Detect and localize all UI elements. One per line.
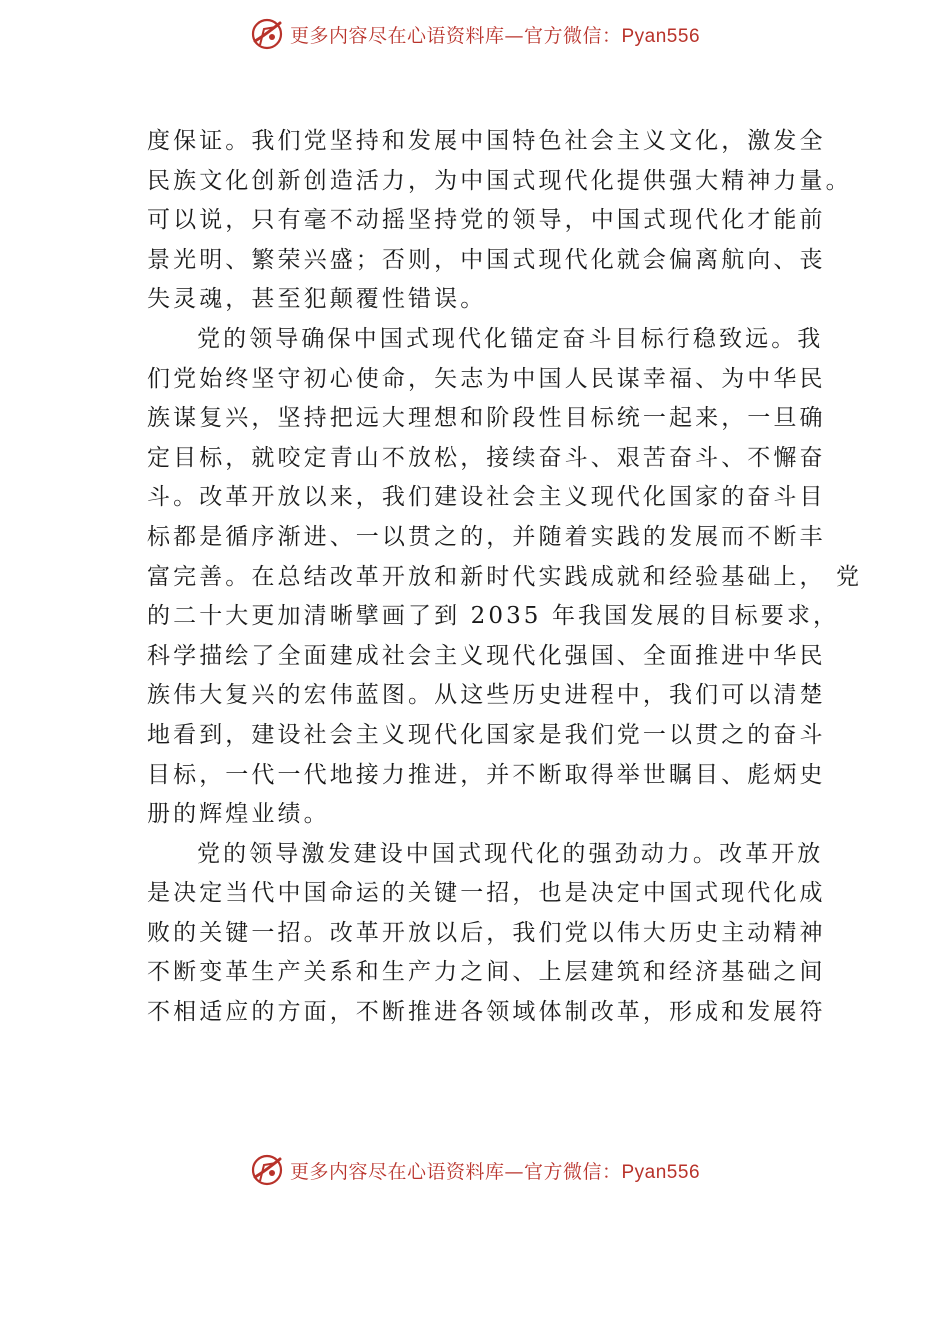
header-banner-text — [290, 21, 700, 48]
text-line: 是决定当代中国命运的关键一招，也是决定中国式现代化成 — [147, 880, 826, 907]
footer-banner-content — [250, 1153, 700, 1187]
text-line: 科学描绘了全面建成社会主义现代化强国、全面推进中华民 — [147, 642, 826, 669]
footer-banner-label: 更多内容尽在心语资料库—官方微信： — [289, 1160, 622, 1183]
text-line: 目标，一代一代地接力推进，并不断取得举世瞩目、彪炳史 — [147, 761, 826, 788]
text-line: 败的关键一招。改革开放以后，我们党以伟大历史主动精神 — [147, 919, 826, 946]
text-line: 富完善。在总结改革开放和新时代实践成就和经验基础上， 党 — [147, 563, 863, 590]
text-line: 的二十大更加清晰擘画了到 2035 年我国发展的目标要求， — [147, 603, 840, 630]
paragraph-start-line: 党的领导确保中国式现代化锚定奋斗目标行稳致远。我 — [197, 325, 824, 352]
footer-banner — [0, 1150, 950, 1190]
text-line: 标都是循序渐进、一以贯之的，并随着实践的发展而不断丰 — [147, 523, 826, 550]
text-line: 地看到，建设社会主义现代化国家是我们党一以贯之的奋斗 — [147, 721, 826, 748]
text-line: 册的辉煌业绩。 — [147, 801, 330, 828]
text-line: 景光明、繁荣兴盛；否则，中国式现代化就会偏离航向、丧 — [147, 246, 826, 273]
text-line: 度保证。我们党坚持和发展中国特色社会主义文化，激发全 — [147, 128, 826, 154]
document-body — [147, 122, 863, 1033]
footer-banner-text — [290, 1157, 700, 1184]
header-banner-content — [250, 17, 700, 51]
book-logo-icon — [250, 17, 284, 51]
header-banner — [0, 14, 950, 54]
text-line: 们党始终坚守初心使命，矢志为中国人民谋幸福、为中华民 — [147, 365, 826, 392]
text-line: 民族文化创新创造活力，为中国式现代化提供强大精神力量。 — [147, 167, 852, 194]
header-banner-label: 更多内容尽在心语资料库—官方微信： — [289, 24, 622, 47]
paragraph-start-line: 党的领导激发建设中国式现代化的强劲动力。改革开放 — [197, 840, 824, 867]
book-logo-icon — [250, 1153, 284, 1187]
text-line: 斗。改革开放以来，我们建设社会主义现代化国家的奋斗目 — [147, 484, 826, 511]
text-line: 族伟大复兴的宏伟蓝图。从这些历史进程中，我们可以清楚 — [147, 682, 826, 709]
text-line: 定目标，就咬定青山不放松，接续奋斗、艰苦奋斗、不懈奋 — [147, 444, 826, 471]
text-line: 失灵魂，甚至犯颠覆性错误。 — [147, 286, 487, 313]
text-line: 可以说，只有毫不动摇坚持党的领导，中国式现代化才能前 — [147, 207, 826, 234]
header-wechat-id: Pyan556 — [621, 25, 701, 47]
text-line: 族谋复兴，坚持把远大理想和阶段性目标统一起来，一旦确 — [147, 405, 826, 432]
text-line: 不断变革生产关系和生产力之间、上层建筑和经济基础之间 — [147, 959, 826, 986]
text-line: 不相适应的方面，不断推进各领域体制改革，形成和发展符 — [147, 999, 826, 1026]
footer-wechat-id: Pyan556 — [621, 1161, 701, 1183]
